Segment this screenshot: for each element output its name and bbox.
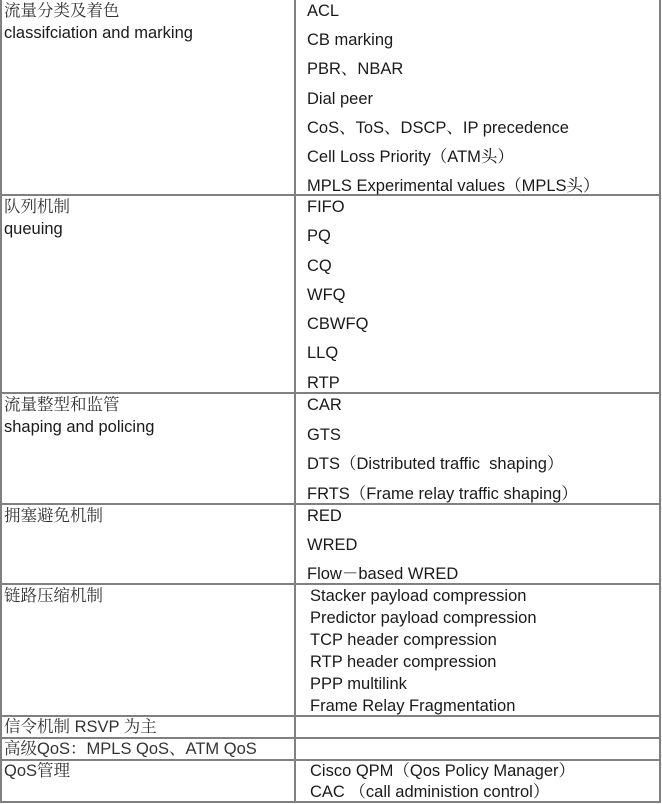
items-cell <box>298 394 659 503</box>
items-cell <box>298 585 659 715</box>
category-cn: QoS管理 <box>4 762 71 780</box>
category-cn: 链路压缩机制 <box>4 587 103 605</box>
table-row-shaping-policing <box>2 394 659 505</box>
table-row-signaling <box>2 717 659 739</box>
category-cell <box>2 717 296 737</box>
category-cn: 流量分类及着色 <box>4 2 120 20</box>
table-row-classification <box>2 0 659 196</box>
category-cell <box>2 394 296 503</box>
items-cell-empty <box>298 739 659 759</box>
category-cn: 拥塞避免机制 <box>4 507 103 525</box>
category-en: classifciation and marking <box>4 24 193 42</box>
category-cn: 高级QoS：MPLS QoS、ATM QoS <box>4 740 257 758</box>
category-cn: 队列机制 <box>4 198 70 216</box>
list-item: GTS <box>307 425 341 444</box>
list-item: Predictor payload compression <box>310 609 537 627</box>
items-cell <box>298 505 659 583</box>
list-item: CQ <box>307 256 332 275</box>
list-item: PQ <box>307 227 331 246</box>
list-item: PBR、NBAR <box>307 60 404 79</box>
list-item: Cisco QPM（Qos Policy Manager） <box>310 762 575 780</box>
items-cell <box>298 196 659 392</box>
table-row-qos-management <box>2 761 659 803</box>
list-item: DTS（Distributed traffic shaping） <box>307 455 564 473</box>
table-row-queuing <box>2 196 659 394</box>
category-cell <box>2 761 296 803</box>
list-item: Cell Loss Priority（ATM头） <box>307 147 514 166</box>
category-en: shaping and policing <box>4 418 155 436</box>
table-row-link-compression <box>2 585 659 717</box>
list-item: WFQ <box>307 285 346 304</box>
list-item: CB marking <box>307 31 394 50</box>
category-cell <box>2 739 296 759</box>
category-en: queuing <box>4 220 63 238</box>
category-cell <box>2 505 296 583</box>
list-item: WRED <box>307 536 358 554</box>
items-cell <box>298 761 659 803</box>
list-item: Frame Relay Fragmentation <box>310 697 516 715</box>
category-cell <box>2 0 296 194</box>
items-cell-empty <box>298 717 659 737</box>
list-item: FIFO <box>307 198 345 216</box>
list-item: CAR <box>307 396 342 414</box>
list-item: LLQ <box>307 344 339 363</box>
category-cn: 流量整型和监管 <box>4 396 120 414</box>
list-item: RTP header compression <box>310 653 497 671</box>
list-item: CoS、ToS、DSCP、IP precedence <box>307 118 569 137</box>
category-cn: 信令机制 RSVP 为主 <box>4 718 157 736</box>
category-cell <box>2 585 296 715</box>
list-item: RTP <box>307 373 340 392</box>
items-cell <box>298 0 659 194</box>
list-item: RED <box>307 507 342 525</box>
list-item: CAC （call administion control） <box>310 783 550 801</box>
list-item: FRTS（Frame relay traffic shaping） <box>307 484 578 503</box>
list-item: ACL <box>307 2 340 20</box>
list-item: Flow－based WRED <box>307 565 459 583</box>
list-item: Dial peer <box>307 89 374 108</box>
list-item: CBWFQ <box>307 315 369 334</box>
list-item: PPP multilink <box>310 675 407 693</box>
category-cell <box>2 196 296 392</box>
table-row-congestion-avoidance <box>2 505 659 585</box>
list-item: Stacker payload compression <box>310 587 527 605</box>
list-item: TCP header compression <box>310 631 497 649</box>
list-item: MPLS Experimental values（MPLS头） <box>307 177 600 196</box>
table-row-advanced-qos <box>2 739 659 761</box>
